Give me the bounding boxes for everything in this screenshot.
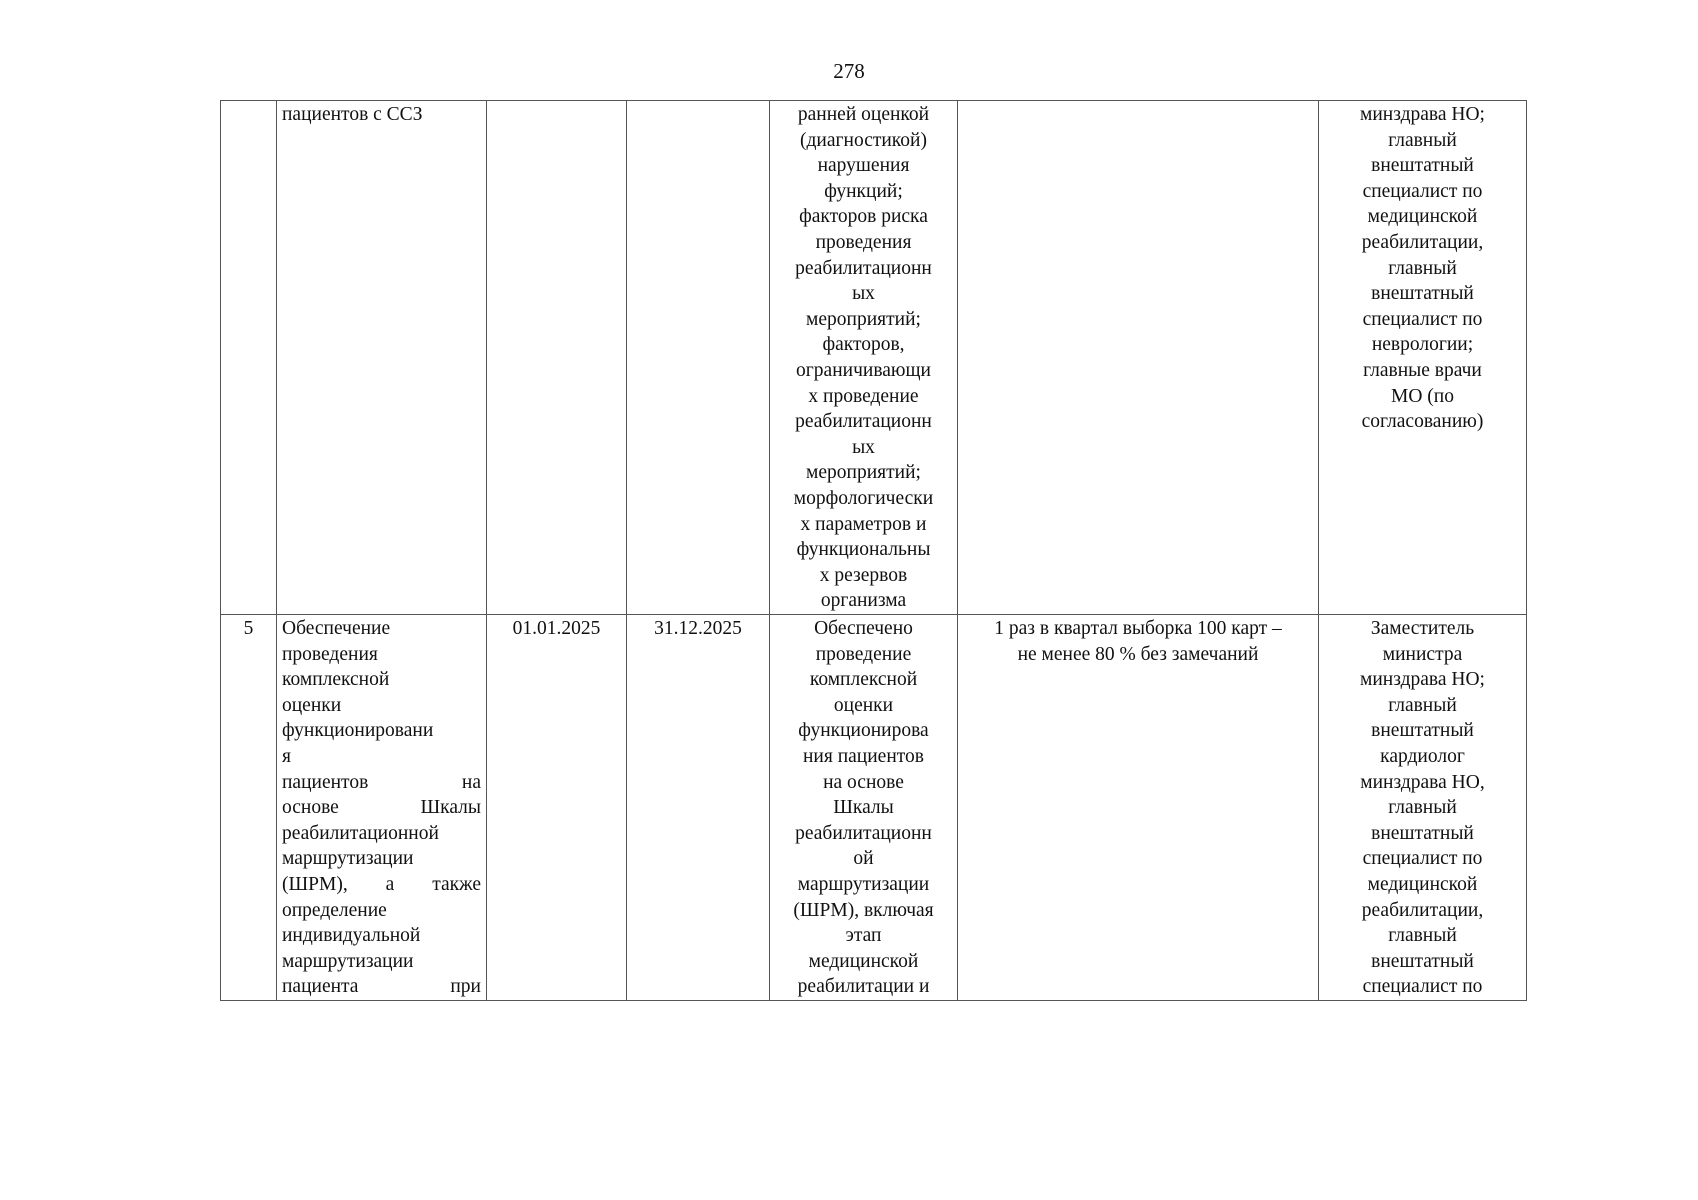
cell-text-line: (диагностикой) bbox=[800, 129, 927, 151]
cell-text-line: главный bbox=[1388, 129, 1457, 151]
cell-text-line: функционировани bbox=[282, 720, 434, 742]
row-number-cell: 5 bbox=[221, 615, 277, 1001]
cell-text-line: реабилитационной bbox=[282, 822, 439, 844]
table-row bbox=[221, 101, 1527, 615]
cell-text-line: реабилитационн bbox=[795, 822, 932, 844]
cell-text-line: Обеспечение bbox=[282, 618, 391, 639]
cell-text-line: мероприятий; bbox=[806, 308, 921, 330]
cell-text-line: мероприятий; bbox=[806, 462, 921, 484]
cell-text-line: проведение bbox=[815, 643, 912, 665]
cell-text-line: внештатный bbox=[1371, 155, 1474, 177]
table-body bbox=[221, 101, 1527, 1001]
cell-text-line: факторов, bbox=[822, 334, 905, 356]
cell-text-line: определение bbox=[282, 899, 387, 921]
activity-name-cell bbox=[277, 101, 487, 615]
cell-text-line: ния пациентов bbox=[803, 745, 924, 767]
cell-text-line: проведения bbox=[282, 643, 378, 665]
cell-text-line: (ШРМ), включая bbox=[793, 899, 934, 921]
cell-text-line: реабилитации и bbox=[797, 976, 930, 998]
cell-text-line: главный bbox=[1388, 925, 1457, 947]
cell-text-line: главный bbox=[1388, 694, 1457, 716]
cell-text-line: Обеспечено bbox=[814, 618, 913, 639]
cell-text-line: минздрава НО; bbox=[1360, 104, 1485, 125]
cell-text-line: согласованию) bbox=[1361, 411, 1484, 433]
cell-text-line: функций; bbox=[824, 180, 903, 202]
cell-text-line: факторов риска bbox=[799, 206, 928, 228]
cell-text-line: функциональны bbox=[796, 539, 931, 561]
cell-text-line: министра bbox=[1382, 643, 1463, 665]
cell-text-line: функционирова bbox=[798, 720, 929, 742]
activity-name-cell bbox=[277, 615, 487, 1001]
cell-text-line: ых bbox=[852, 436, 875, 458]
cell-text-line: проведения bbox=[815, 231, 912, 253]
cell-text-line: главные врачи bbox=[1363, 359, 1482, 381]
cell-text-line: реабилитации, bbox=[1361, 231, 1484, 253]
responsible-cell bbox=[1319, 615, 1527, 1001]
cell-text-line: организма bbox=[820, 590, 907, 612]
row-number-cell bbox=[221, 101, 277, 615]
cell-text-line: реабилитации, bbox=[1361, 899, 1484, 921]
cell-text-line: х резервов bbox=[819, 564, 908, 586]
cell-text-line: внештатный bbox=[1371, 950, 1474, 972]
cell-text-line: маршрутизации bbox=[282, 848, 414, 870]
cell-text-line: ограничивающи bbox=[796, 359, 931, 381]
cell-text-line: нарушения bbox=[817, 155, 910, 177]
cell-text-line: главный bbox=[1388, 797, 1457, 819]
indicator-cell bbox=[958, 615, 1319, 1001]
cell-text-line: х проведение bbox=[808, 385, 919, 407]
cell-text-line: специалист по bbox=[1362, 308, 1483, 330]
expected-result-cell bbox=[770, 101, 958, 615]
cell-text-line: реабилитационн bbox=[795, 257, 932, 279]
expected-result-cell bbox=[770, 615, 958, 1001]
cell-text-line: Шкалы bbox=[833, 797, 894, 819]
table-row bbox=[221, 615, 1527, 1001]
page-number: 278 bbox=[833, 59, 865, 83]
cell-text-line: этап bbox=[845, 925, 882, 947]
cell-text-line: внештатный bbox=[1371, 720, 1474, 742]
cell-text-line: основе Шкалы bbox=[282, 797, 481, 819]
end-date-cell bbox=[627, 101, 770, 615]
cell-text-line: комплексной bbox=[809, 669, 918, 691]
plan-table bbox=[220, 100, 1527, 1001]
cell-text-line: медицинской bbox=[1367, 873, 1478, 895]
cell-text-line: кардиолог bbox=[1380, 745, 1465, 767]
cell-text-line: пациентов на bbox=[282, 771, 481, 793]
cell-text-line: оценки bbox=[833, 694, 894, 716]
cell-text-line: на основе bbox=[823, 771, 904, 793]
cell-text-line: специалист по bbox=[1362, 848, 1483, 870]
cell-text-line: специалист по bbox=[1362, 180, 1483, 202]
cell-text-line: внештатный bbox=[1371, 822, 1474, 844]
cell-text-line: не менее 80 % без замечаний bbox=[1017, 643, 1259, 665]
cell-text-line: 1 раз в квартал выборка 100 карт – bbox=[994, 618, 1282, 639]
cell-text-line: маршрутизации bbox=[282, 950, 414, 972]
cell-text-line: неврологии; bbox=[1371, 334, 1474, 356]
cell-text-line: ой bbox=[853, 848, 874, 870]
cell-text-line: реабилитационн bbox=[795, 411, 932, 433]
responsible-cell bbox=[1319, 101, 1527, 615]
cell-text-line: х параметров и bbox=[800, 513, 927, 535]
cell-text-line: Заместитель bbox=[1370, 618, 1475, 639]
cell-text-line: индивидуальной bbox=[282, 925, 421, 947]
start-date-cell: 01.01.2025 bbox=[487, 615, 627, 1001]
cell-text-line: морфологически bbox=[793, 487, 934, 509]
cell-text-line: пациентов с ССЗ bbox=[282, 104, 423, 125]
cell-text-line: я bbox=[282, 745, 291, 767]
cell-text-line: пациента при bbox=[282, 976, 481, 998]
cell-text-line: минздрава НО; bbox=[1360, 669, 1485, 691]
cell-text-line: маршрутизации bbox=[797, 873, 930, 895]
cell-text-line: специалист по bbox=[1362, 976, 1483, 998]
cell-text-line: МО (по bbox=[1391, 385, 1454, 407]
cell-text-line: медицинской bbox=[808, 950, 919, 972]
start-date-cell bbox=[487, 101, 627, 615]
cell-text-line: ранней оценкой bbox=[797, 104, 930, 125]
cell-text-line: внештатный bbox=[1371, 283, 1474, 305]
cell-text-line: ых bbox=[852, 283, 875, 305]
cell-text-line: минздрава НО, bbox=[1360, 771, 1485, 793]
end-date-cell: 31.12.2025 bbox=[627, 615, 770, 1001]
cell-text-line: медицинской bbox=[1367, 206, 1478, 228]
cell-text-line: оценки bbox=[282, 694, 342, 716]
cell-text-line: (ШРМ), а также bbox=[282, 873, 481, 895]
cell-text-line: комплексной bbox=[282, 669, 390, 691]
indicator-cell bbox=[958, 101, 1319, 615]
cell-text-line: главный bbox=[1388, 257, 1457, 279]
